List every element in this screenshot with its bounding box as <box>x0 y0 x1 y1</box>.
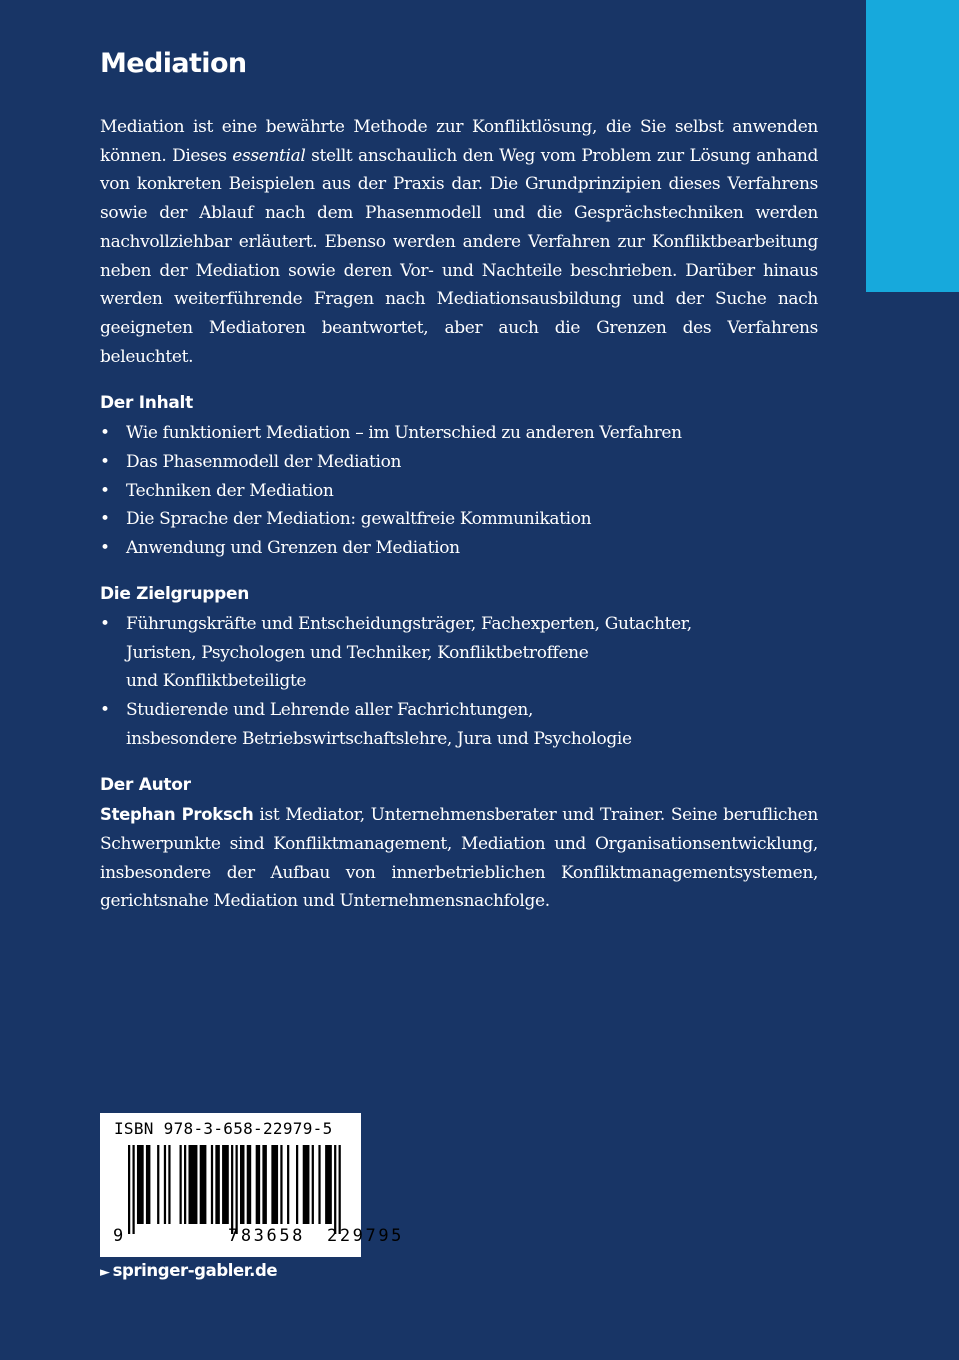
intro-emphasis: essential <box>232 145 306 166</box>
list-item <box>100 696 818 753</box>
barcode-bar <box>312 1145 314 1224</box>
list-item <box>100 477 818 506</box>
barcode-bar <box>231 1145 233 1234</box>
list-item-line: Studierende und Lehrende aller Fachrichtungen, <box>126 699 534 720</box>
list-item-line: insbesondere Betriebswirtschaftslehre, Jura und Psychologie <box>126 728 632 749</box>
barcode-bar <box>157 1145 159 1224</box>
ean-left-digits: 783658 <box>228 1226 306 1246</box>
author-bio <box>100 801 818 916</box>
arrow-right-icon: ► <box>100 1265 110 1280</box>
barcode-bar <box>146 1145 150 1224</box>
barcode-bar <box>318 1145 320 1224</box>
bullet-icon: • <box>100 423 110 444</box>
heading-zielgruppen: Die Zielgruppen <box>100 583 250 604</box>
barcode-bar <box>164 1145 166 1224</box>
bullet-icon: • <box>100 452 110 473</box>
isbn-number: ISBN 978-3-658-22979-5 <box>114 1119 333 1138</box>
barcode-bar <box>296 1145 298 1224</box>
intro-text-start: Mediation ist eine bewährte Methode zur Konfliktlösung, die Sie selbst anwenden können. Dieses <box>100 117 818 166</box>
list-item <box>100 610 818 696</box>
back-cover-text <box>100 44 818 916</box>
barcode-bar <box>132 1145 134 1234</box>
list-item-text: Wie funktioniert Mediation – im Unterschied zu anderen Verfahren <box>126 423 682 444</box>
barcode-bar <box>128 1145 130 1234</box>
barcode-bar <box>287 1145 289 1224</box>
bullet-icon: • <box>100 480 110 501</box>
barcode-bar <box>247 1145 251 1224</box>
bullet-icon: • <box>100 538 110 559</box>
author-bio-text: ist Mediator, Unternehmensberater und Trainer. Seine beruflichen Schwerpunkte sind Konfliktmanagement, Mediation und Organisationsentwicklung, insbesondere der Aufbau von innerbetrieblichen Konfliktmanagementsystemen, gerichtsnahe Mediation und Unternehmensnachfolge. <box>100 805 818 912</box>
barcode-bar <box>180 1145 182 1224</box>
bullet-icon: • <box>100 699 110 720</box>
intro-text-end: stellt anschaulich den Weg vom Problem zur Lösung anhand von konkreten Beispielen aus der Praxis dar. Die Grundprinzipien dieses Verfahrens sowie der Ablauf nach dem Phasenmodell und die Gesprächstechniken werden nachvollziehbar erläutert. Ebenso werden andere Verfahren zur Konfliktbearbeitung neben der Mediation sowie deren Vor- und Nachteile beschrieben. Darüber hinaus werden weiterführende Fragen nach Mediationsausbildung und der Suche nach geeigneten Mediatoren beantwortet, aber auch die Grenzen des Verfahrens beleuchtet. <box>100 145 818 367</box>
publisher-url: springer-gabler.de <box>112 1261 278 1280</box>
bullet-icon: • <box>100 613 110 634</box>
barcode-bar <box>188 1145 197 1224</box>
list-item <box>100 534 818 563</box>
barcode-bar <box>339 1145 341 1234</box>
list-item-text: Anwendung und Grenzen der Mediation <box>126 538 460 559</box>
barcode-bar <box>222 1145 229 1224</box>
list-item-line: Juristen, Psychologen und Techniker, Konfliktbetroffene <box>126 642 589 663</box>
zielgruppen-list <box>100 610 818 754</box>
barcode-bar <box>334 1145 336 1234</box>
barcode-bar <box>137 1145 144 1224</box>
book-title: Mediation <box>100 48 247 79</box>
heading-inhalt: Der Inhalt <box>100 393 193 414</box>
list-item-line: Führungskräfte und Entscheidungsträger, Fachexperten, Gutachter, <box>126 613 692 634</box>
barcode-bar <box>184 1145 186 1224</box>
list-item <box>100 448 818 477</box>
barcode-bar <box>256 1145 260 1224</box>
barcode-bar <box>325 1145 332 1224</box>
list-item-text: Techniken der Mediation <box>126 480 334 501</box>
barcode-bar <box>262 1145 266 1224</box>
heading-autor: Der Autor <box>100 775 191 796</box>
barcode-bar <box>215 1145 219 1224</box>
barcode-bar <box>271 1145 278 1224</box>
ean-first-digit: 9 <box>113 1226 124 1246</box>
bullet-icon: • <box>100 509 110 530</box>
inhalt-list <box>100 419 818 563</box>
barcode-bar <box>240 1145 244 1224</box>
list-item <box>100 505 818 534</box>
barcode-bar <box>303 1145 310 1224</box>
ean-right-digits: 229795 <box>327 1226 405 1246</box>
publisher-link[interactable] <box>100 1261 277 1280</box>
author-name: Stephan Proksch <box>100 805 254 825</box>
accent-bar <box>866 0 959 292</box>
isbn-barcode <box>100 1113 405 1257</box>
barcode-bar <box>211 1145 213 1224</box>
intro-paragraph <box>100 113 818 371</box>
barcode-bar <box>236 1145 238 1234</box>
barcode-bar <box>280 1145 282 1224</box>
list-item-text: Das Phasenmodell der Mediation <box>126 452 402 473</box>
list-item-text: Die Sprache der Mediation: gewaltfreie Kommunikation <box>126 509 592 530</box>
barcode-bar <box>168 1145 170 1224</box>
list-item <box>100 419 818 448</box>
barcode-bar <box>200 1145 207 1224</box>
list-item-line: und Konfliktbeteiligte <box>126 671 307 692</box>
